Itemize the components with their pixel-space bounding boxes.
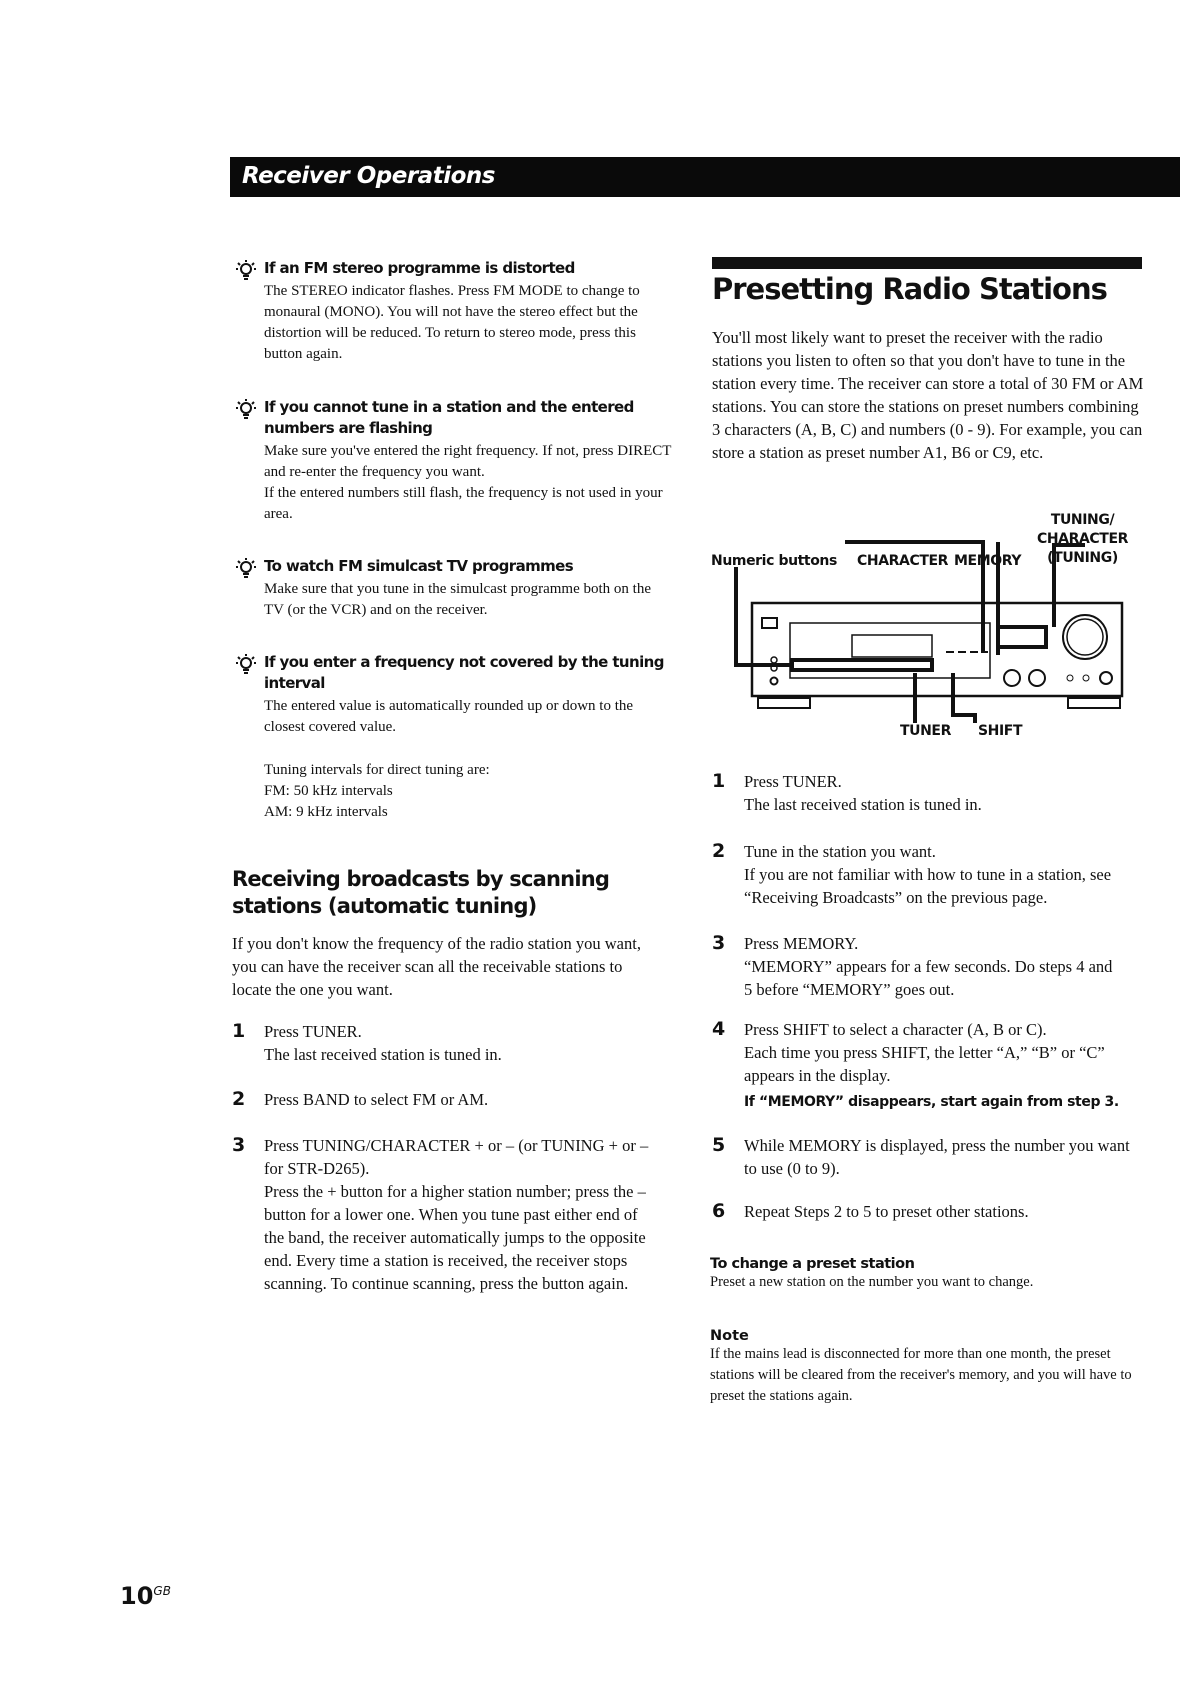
- step-sub: If you are not familiar with how to tune in a station, see “Receiving Broadcasts” on the previous page.: [744, 865, 1112, 907]
- tip-simulcast: [234, 556, 674, 621]
- preset-step-5: [712, 1134, 1152, 1180]
- page-number: [120, 1582, 171, 1610]
- step-text: Repeat Steps 2 to 5 to preset other stations.: [744, 1202, 1029, 1221]
- label-memory: MEMORY: [954, 553, 1022, 569]
- scan-step-3: [232, 1134, 662, 1295]
- title-rule: [712, 257, 1142, 269]
- preset-step-1: [712, 770, 1152, 816]
- step-number: 1: [232, 1020, 246, 1042]
- note-heading: Note: [710, 1328, 749, 1344]
- change-preset-section: [710, 1256, 1150, 1293]
- step-note: If “MEMORY” disappears, start again from step 3.: [744, 1094, 1119, 1110]
- step-sub: The last received station is tuned in.: [744, 795, 982, 814]
- intervals-intro: Tuning intervals for direct tuning are:: [264, 762, 490, 778]
- step-number: 3: [712, 932, 726, 954]
- tip-body: Make sure that you tune in the simulcast programme both on the TV (or the VCR) and on the receiver.: [264, 581, 651, 618]
- tip-cannot-tune: [234, 397, 674, 525]
- tuning-intervals: [264, 760, 490, 823]
- tip-title: To watch FM simulcast TV programmes: [264, 557, 574, 575]
- section-title: Receiver Operations: [242, 163, 495, 189]
- label-tuning-character: TUNING/ CHARACTER (TUNING): [1036, 512, 1128, 566]
- preset-step-2: [712, 840, 1152, 909]
- tip-title: If an FM stereo programme is distorted: [264, 259, 575, 277]
- step-sub: The last received station is tuned in.: [264, 1045, 502, 1064]
- tip-body: Make sure you've entered the right frequency. If not, press DIRECT and re-enter the frequency you want.: [264, 443, 672, 480]
- intervals-fm: FM: 50 kHz intervals: [264, 783, 393, 799]
- receiver-front-panel-illustration: [700, 505, 1160, 755]
- step-text: Press BAND to select FM or AM.: [264, 1090, 489, 1109]
- step-sub: Press the + button for a higher station number; press the – button for a lower one. When you tune past either end of the band, the receiver automatically jumps to the opposite end. Every time a station is received, the receiver stops scanning. To continue scanning, press the button again.: [264, 1182, 646, 1293]
- tip-frequency-interval: [234, 652, 674, 738]
- hint-bulb-icon: [234, 652, 258, 678]
- label-shift: SHIFT: [978, 723, 1023, 739]
- step-number: 5: [712, 1134, 726, 1156]
- step-text: While MEMORY is displayed, press the number you want to use (0 to 9).: [744, 1136, 1130, 1178]
- tip-body-2: If the entered numbers still flash, the frequency is not used in your area.: [264, 485, 663, 522]
- step-number: 3: [232, 1134, 246, 1156]
- tip-title: If you cannot tune in a station and the entered numbers are flashing: [264, 398, 634, 437]
- step-sub: “MEMORY” appears for a few seconds. Do steps 4 and 5 before “MEMORY” goes out.: [744, 957, 1113, 999]
- step-number: 2: [712, 840, 726, 862]
- intervals-am: AM: 9 kHz intervals: [264, 804, 388, 820]
- page-number-suffix: GB: [153, 1584, 171, 1598]
- step-number: 4: [712, 1018, 726, 1040]
- step-text: Press SHIFT to select a character (A, B or C).: [744, 1020, 1047, 1039]
- tip-title: If you enter a frequency not covered by the tuning interval: [264, 653, 664, 692]
- scan-section: [232, 866, 652, 920]
- hint-bulb-icon: [234, 556, 258, 582]
- label-character: CHARACTER: [857, 553, 949, 569]
- step-text: Press TUNING/CHARACTER + or – (or TUNING + or – for STR-D265).: [264, 1136, 649, 1178]
- tip-body: The STEREO indicator flashes. Press FM MODE to change to monaural (MONO). You will not have the stereo effect but the distortion will be reduced. To return to stereo mode, press this button again.: [264, 283, 640, 362]
- page-number-value: 10: [120, 1582, 154, 1610]
- label-tuner: TUNER: [900, 723, 951, 739]
- scan-heading: Receiving broadcasts by scanning stations (automatic tuning): [232, 867, 610, 918]
- scan-step-2: [232, 1088, 672, 1111]
- change-preset-body: Preset a new station on the number you want to change.: [710, 1274, 1034, 1290]
- change-preset-heading: To change a preset station: [710, 1256, 915, 1272]
- step-text: Press TUNER.: [264, 1022, 362, 1041]
- tip-body: The entered value is automatically rounded up or down to the closest covered value.: [264, 698, 634, 735]
- tip-fm-distorted: [234, 258, 674, 365]
- step-text: Press TUNER.: [744, 772, 842, 791]
- hint-bulb-icon: [234, 397, 258, 423]
- scan-intro: If you don't know the frequency of the radio station you want, you can have the receiver scan all the receivable stations to locate the one you want.: [232, 934, 641, 999]
- step-text: Tune in the station you want.: [744, 842, 936, 861]
- scan-step-1: [232, 1020, 672, 1066]
- step-sub: Each time you press SHIFT, the letter “A,” “B” or “C” appears in the display.: [744, 1043, 1105, 1085]
- step-number: 1: [712, 770, 726, 792]
- preset-intro: You'll most likely want to preset the receiver with the radio stations you listen to often so that you don't have to tune in the station every time. The receiver can store a total of 30 FM or AM stations. You can store the stations on preset numbers combining 3 characters (A, B, C) and numbers (0 - 9). For example, you can store a station as preset number A1, B6 or C9, etc.: [712, 328, 1144, 462]
- step-text: Press MEMORY.: [744, 934, 859, 953]
- note-section: [710, 1328, 1150, 1407]
- section-header-bar: [230, 157, 1180, 197]
- step-number: 2: [232, 1088, 246, 1110]
- label-numeric-buttons: Numeric buttons: [711, 553, 837, 569]
- receiver-diagram: [700, 505, 1160, 755]
- preset-step-6: [712, 1200, 1152, 1223]
- page-title: Presetting Radio Stations: [712, 272, 1107, 306]
- note-body: If the mains lead is disconnected for more than one month, the preset stations will be cleared from the receiver's memory, and you will have to preset the stations again.: [710, 1346, 1132, 1404]
- preset-step-3: [712, 932, 1152, 1001]
- preset-step-4: [712, 1018, 1152, 1114]
- hint-bulb-icon: [234, 258, 258, 284]
- step-number: 6: [712, 1200, 726, 1222]
